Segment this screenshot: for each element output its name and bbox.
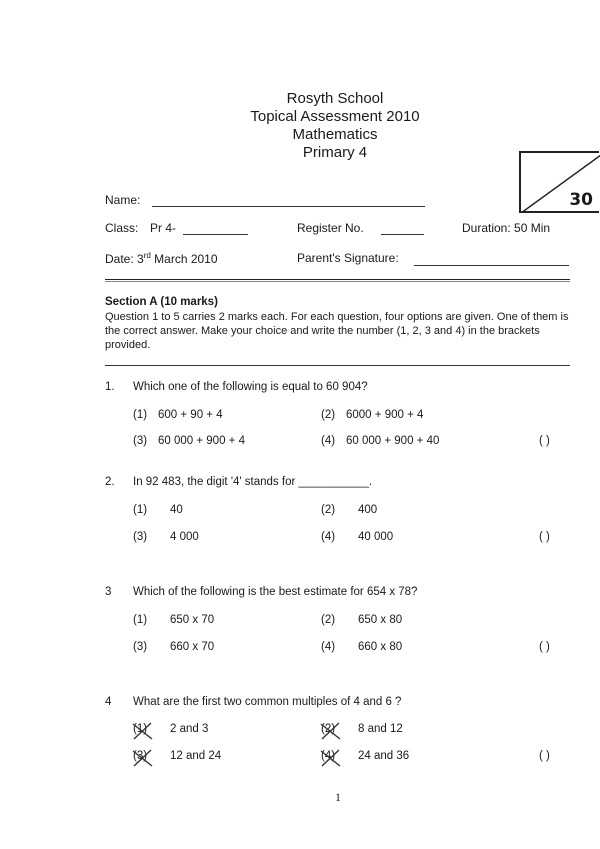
register-label: Register No.: [297, 221, 364, 235]
q2-option-2-text: 400: [358, 504, 378, 516]
q1-answer-bracket[interactable]: ( ): [539, 435, 550, 447]
page-number: 1: [335, 790, 341, 804]
class-label: Class:: [105, 221, 139, 235]
question-2-number: 2.: [105, 476, 115, 488]
subject-title: Mathematics: [292, 126, 378, 143]
header-divider: [105, 279, 570, 282]
question-4-text: What are the first two common multiples of 4 and 6 ?: [133, 696, 402, 708]
parent-signature-blank[interactable]: [414, 265, 569, 266]
parent-signature-label: Parent's Signature:: [297, 251, 399, 265]
q4-option-2-label: (2): [321, 723, 336, 735]
q2-option-4-label: (4): [321, 531, 336, 543]
q1-option-3-label: (3): [133, 435, 148, 447]
q3-option-4-label: (4): [321, 641, 336, 653]
q2-answer-bracket[interactable]: ( ): [539, 531, 550, 543]
q4-option-4-label: (4): [321, 750, 336, 762]
q3-answer-bracket[interactable]: ( ): [539, 641, 550, 653]
q2-option-3-label: (3): [133, 531, 148, 543]
q2-option-1-label: (1): [133, 504, 148, 516]
q4-option-1-label: (1): [133, 723, 148, 735]
handwritten-cross-mark: [130, 747, 156, 769]
q1-option-2-text: 6000 + 900 + 4: [346, 409, 424, 421]
q4-option-4-text: 24 and 36: [358, 750, 410, 762]
school-name: Rosyth School: [286, 90, 384, 107]
q3-option-3-label: (3): [133, 641, 148, 653]
handwritten-cross-mark: [318, 747, 344, 769]
q1-option-2-label: (2): [321, 409, 336, 421]
name-blank[interactable]: [152, 206, 425, 207]
q1-option-4-text: 60 000 + 900 + 40: [346, 435, 440, 447]
register-blank[interactable]: [381, 234, 424, 235]
q3-option-1-label: (1): [133, 614, 148, 626]
section-title: Section A (10 marks): [105, 296, 218, 308]
q3-option-4-text: 660 x 80: [358, 641, 403, 653]
section-divider: [105, 365, 570, 366]
class-blank[interactable]: [183, 234, 248, 235]
question-3-number: 3: [105, 586, 112, 598]
total-marks: 30: [569, 190, 593, 210]
q4-option-1-text: 2 and 3: [170, 723, 209, 735]
level-title: Primary 4: [302, 144, 368, 161]
q2-option-2-label: (2): [321, 504, 336, 516]
q4-option-3-text: 12 and 24: [170, 750, 222, 762]
class-value: Pr 4-: [150, 221, 177, 235]
q4-option-2-text: 8 and 12: [358, 723, 403, 735]
assessment-title: Topical Assessment 2010: [250, 108, 420, 125]
name-label: Name:: [105, 193, 141, 207]
date-text: Date: 3rd March 2010: [105, 251, 218, 266]
q3-option-2-text: 650 x 80: [358, 614, 403, 626]
section-instructions: Question 1 to 5 carries 2 marks each. For each question, four options are given. One of them is the correct answer. Make your choice and write the number (1, 2, 3 and 4) in the brackets provided.: [105, 311, 569, 351]
handwritten-cross-mark: [130, 720, 156, 742]
q4-answer-bracket[interactable]: ( ): [539, 750, 550, 762]
duration-text: Duration: 50 Min: [462, 221, 551, 235]
question-3-text: Which of the following is the best estimate for 654 x 78?: [133, 586, 418, 598]
q3-option-3-text: 660 x 70: [170, 641, 215, 653]
question-2-text: In 92 483, the digit '4' stands for ___________.: [133, 476, 373, 488]
q2-option-3-text: 4 000: [170, 531, 199, 543]
score-box: [519, 151, 599, 213]
handwritten-cross-mark: [318, 720, 344, 742]
q1-option-4-label: (4): [321, 435, 336, 447]
q1-option-1-text: 600 + 90 + 4: [158, 409, 223, 421]
q3-option-1-text: 650 x 70: [170, 614, 215, 626]
q4-option-3-label: (3): [133, 750, 148, 762]
question-1-text: Which one of the following is equal to 60 904?: [133, 381, 368, 393]
q1-option-1-label: (1): [133, 409, 148, 421]
q2-option-1-text: 40: [170, 504, 183, 516]
question-4-number: 4: [105, 696, 112, 708]
q1-option-3-text: 60 000 + 900 + 4: [158, 435, 245, 447]
question-1-number: 1.: [105, 381, 115, 393]
q2-option-4-text: 40 000: [358, 531, 394, 543]
q3-option-2-label: (2): [321, 614, 336, 626]
